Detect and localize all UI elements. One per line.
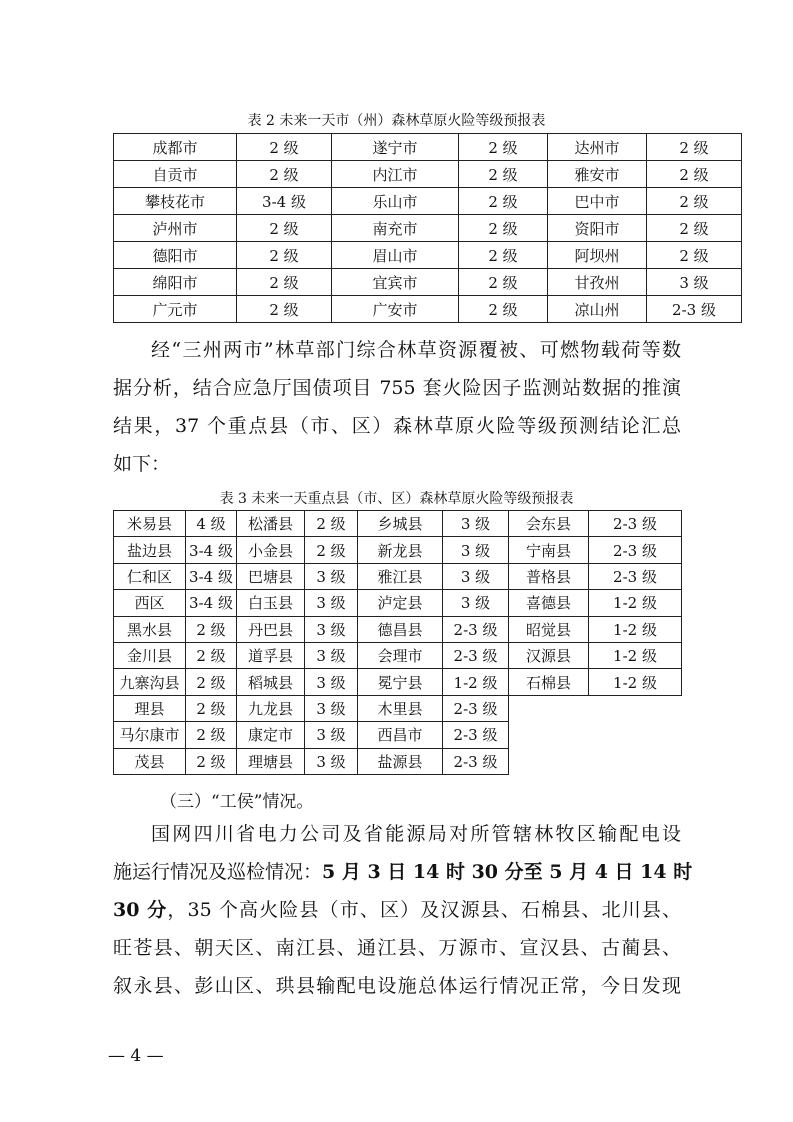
region-cell: 理塘县 [237,748,305,774]
region-cell: 宜宾市 [332,269,459,296]
fire-level-cell: 2 级 [186,642,237,668]
fire-level-cell: 2 级 [459,161,548,188]
fire-level-cell: 2 级 [186,669,237,695]
region-cell: 德阳市 [114,242,237,269]
region-cell: 雅安市 [548,161,647,188]
fire-level-cell: 3 级 [305,616,358,642]
region-cell: 马尔康市 [114,722,186,748]
table-row [114,134,742,161]
fire-level-cell: 2 级 [459,188,548,215]
fire-level-cell: 3-4 级 [186,563,237,589]
region-cell: 盐边县 [114,537,186,563]
table-row [114,590,682,616]
paragraph-1-line: 据分析，结合应急厅国债项目 755 套火险因子监测站数据的推演 [113,377,681,399]
paragraph-2-bold-time: 5 月 3 日 14 时 30 分至 5 月 4 日 14 时 [322,861,693,883]
table-row [114,695,682,721]
section-heading: （三）“工侯”情况。 [160,792,314,812]
region-cell: 绵阳市 [114,269,237,296]
fire-level-cell: 3 级 [305,748,358,774]
region-cell: 西昌市 [358,722,443,748]
region-cell: 冕宁县 [358,669,443,695]
region-cell: 会东县 [509,511,589,537]
paragraph-2 [113,815,693,1005]
table-row [114,188,742,215]
fire-level-cell: 2-3 级 [443,642,509,668]
fire-level-cell: 2 级 [237,269,332,296]
table-row [114,616,682,642]
table-row [114,215,742,242]
table-row [114,242,742,269]
table2 [113,133,742,323]
fire-level-cell: 3 级 [305,722,358,748]
fire-level-cell: 2 级 [647,134,742,161]
region-cell: 泸州市 [114,215,237,242]
fire-level-cell: 2 级 [186,616,237,642]
fire-level-cell: 2-3 级 [647,296,742,323]
empty-cell [509,722,589,748]
fire-level-cell: 2 级 [305,537,358,563]
region-cell: 西区 [114,590,186,616]
region-cell: 广元市 [114,296,237,323]
paragraph-2-line: 旺苍县、朝天区、南江县、通江县、万源市、宣汉县、古蔺县、 [113,937,681,959]
region-cell: 黑水县 [114,616,186,642]
paragraph-2-line: 叙永县、彭山区、珙县输配电设施总体运行情况正常，今日发现 [113,975,681,997]
region-cell: 金川县 [114,642,186,668]
paragraph-2-text: 施运行情况及巡检情况： [113,861,323,883]
table-row [114,511,682,537]
page-number: — 4 — [108,1046,164,1066]
fire-level-cell: 2 级 [186,748,237,774]
fire-level-cell: 2 级 [647,215,742,242]
region-cell: 普格县 [509,563,589,589]
region-cell: 米易县 [114,511,186,537]
fire-level-cell: 2 级 [237,134,332,161]
region-cell: 丹巴县 [237,616,305,642]
paragraph-2-bold-time: 30 分 [113,899,168,921]
table-row [114,642,682,668]
region-cell: 喜德县 [509,590,589,616]
region-cell: 自贡市 [114,161,237,188]
region-cell: 理县 [114,695,186,721]
fire-level-cell: 1-2 级 [589,616,682,642]
fire-level-cell: 3 级 [305,590,358,616]
region-cell: 乡城县 [358,511,443,537]
fire-level-cell: 3 级 [305,695,358,721]
region-cell: 遂宁市 [332,134,459,161]
fire-level-cell: 1-2 级 [443,669,509,695]
paragraph-2-line: 国网四川省电力公司及省能源局对所管辖林牧区输配电设 [151,823,681,845]
paragraph-1-line: 经“三州两市”林草部门综合林草资源覆被、可燃物载荷等数 [151,339,681,361]
fire-level-cell: 2 级 [647,242,742,269]
fire-level-cell: 2 级 [459,269,548,296]
fire-level-cell: 3 级 [305,669,358,695]
paragraph-1-line: 如下： [113,453,171,475]
fire-level-cell: 2 级 [237,215,332,242]
fire-level-cell: 4 级 [186,511,237,537]
region-cell: 仁和区 [114,563,186,589]
region-cell: 道孚县 [237,642,305,668]
region-cell: 新龙县 [358,537,443,563]
empty-cell [589,695,682,721]
fire-level-cell: 1-2 级 [589,590,682,616]
fire-level-cell: 2 级 [305,511,358,537]
table3 [113,510,682,775]
fire-level-cell: 2 级 [459,134,548,161]
fire-level-cell: 2 级 [459,242,548,269]
region-cell: 阿坝州 [548,242,647,269]
fire-level-cell: 2 级 [237,161,332,188]
table2-caption: 表 2 未来一天市（州）森林草原火险等级预报表 [247,113,546,129]
empty-cell [509,748,589,774]
fire-level-cell: 2-3 级 [443,748,509,774]
region-cell: 木里县 [358,695,443,721]
fire-level-cell: 2 级 [186,695,237,721]
fire-level-cell: 3-4 级 [186,590,237,616]
region-cell: 九寨沟县 [114,669,186,695]
region-cell: 广安市 [332,296,459,323]
fire-level-cell: 1-2 级 [589,669,682,695]
paragraph-2-line [113,853,693,891]
table3-body [114,511,682,775]
region-cell: 甘孜州 [548,269,647,296]
region-cell: 稻城县 [237,669,305,695]
region-cell: 资阳市 [548,215,647,242]
fire-level-cell: 3-4 级 [186,537,237,563]
empty-cell [589,748,682,774]
paragraph-2-text: ，35 个高火险县（市、区）及汉源县、石棉县、北川县、 [167,899,681,921]
fire-level-cell: 2 级 [237,242,332,269]
region-cell: 九龙县 [237,695,305,721]
fire-level-cell: 1-2 级 [589,642,682,668]
fire-level-cell: 2 级 [186,722,237,748]
table3-caption: 表 3 未来一天重点县（市、区）森林草原火险等级预报表 [219,491,574,507]
region-cell: 德昌县 [358,616,443,642]
fire-level-cell: 2 级 [459,296,548,323]
region-cell: 雅江县 [358,563,443,589]
fire-level-cell: 3 级 [443,590,509,616]
paragraph-1-line: 结果，37 个重点县（市、区）森林草原火险等级预测结论汇总 [113,415,681,437]
table-row [114,537,682,563]
table-row [114,563,682,589]
region-cell: 昭觉县 [509,616,589,642]
fire-level-cell: 2-3 级 [443,722,509,748]
empty-cell [509,695,589,721]
table-row [114,296,742,323]
fire-level-cell: 3 级 [305,642,358,668]
fire-level-cell: 2-3 级 [443,695,509,721]
paragraph-2-line [113,891,681,929]
fire-level-cell: 2-3 级 [589,511,682,537]
fire-level-cell: 3 级 [443,511,509,537]
table-row [114,161,742,188]
region-cell: 泸定县 [358,590,443,616]
table-row [114,722,682,748]
fire-level-cell: 2-3 级 [443,616,509,642]
region-cell: 乐山市 [332,188,459,215]
fire-level-cell: 3 级 [443,563,509,589]
table-row [114,748,682,774]
region-cell: 茂县 [114,748,186,774]
region-cell: 松潘县 [237,511,305,537]
region-cell: 石棉县 [509,669,589,695]
table-row [114,269,742,296]
region-cell: 盐源县 [358,748,443,774]
fire-level-cell: 2 级 [237,296,332,323]
region-cell: 成都市 [114,134,237,161]
fire-level-cell: 2-3 级 [589,537,682,563]
fire-level-cell: 2 级 [647,161,742,188]
region-cell: 达州市 [548,134,647,161]
region-cell: 小金县 [237,537,305,563]
paragraph-1 [113,331,681,483]
region-cell: 眉山市 [332,242,459,269]
region-cell: 南充市 [332,215,459,242]
region-cell: 白玉县 [237,590,305,616]
region-cell: 宁南县 [509,537,589,563]
table2-body [114,134,742,323]
region-cell: 康定市 [237,722,305,748]
fire-level-cell: 3 级 [647,269,742,296]
region-cell: 凉山州 [548,296,647,323]
fire-level-cell: 2 级 [647,188,742,215]
fire-level-cell: 2 级 [459,215,548,242]
region-cell: 会理市 [358,642,443,668]
region-cell: 巴中市 [548,188,647,215]
region-cell: 攀枝花市 [114,188,237,215]
empty-cell [589,722,682,748]
region-cell: 汉源县 [509,642,589,668]
region-cell: 巴塘县 [237,563,305,589]
fire-level-cell: 3-4 级 [237,188,332,215]
fire-level-cell: 2-3 级 [589,563,682,589]
fire-level-cell: 3 级 [443,537,509,563]
table-row [114,669,682,695]
fire-level-cell: 3 级 [305,563,358,589]
region-cell: 内江市 [332,161,459,188]
